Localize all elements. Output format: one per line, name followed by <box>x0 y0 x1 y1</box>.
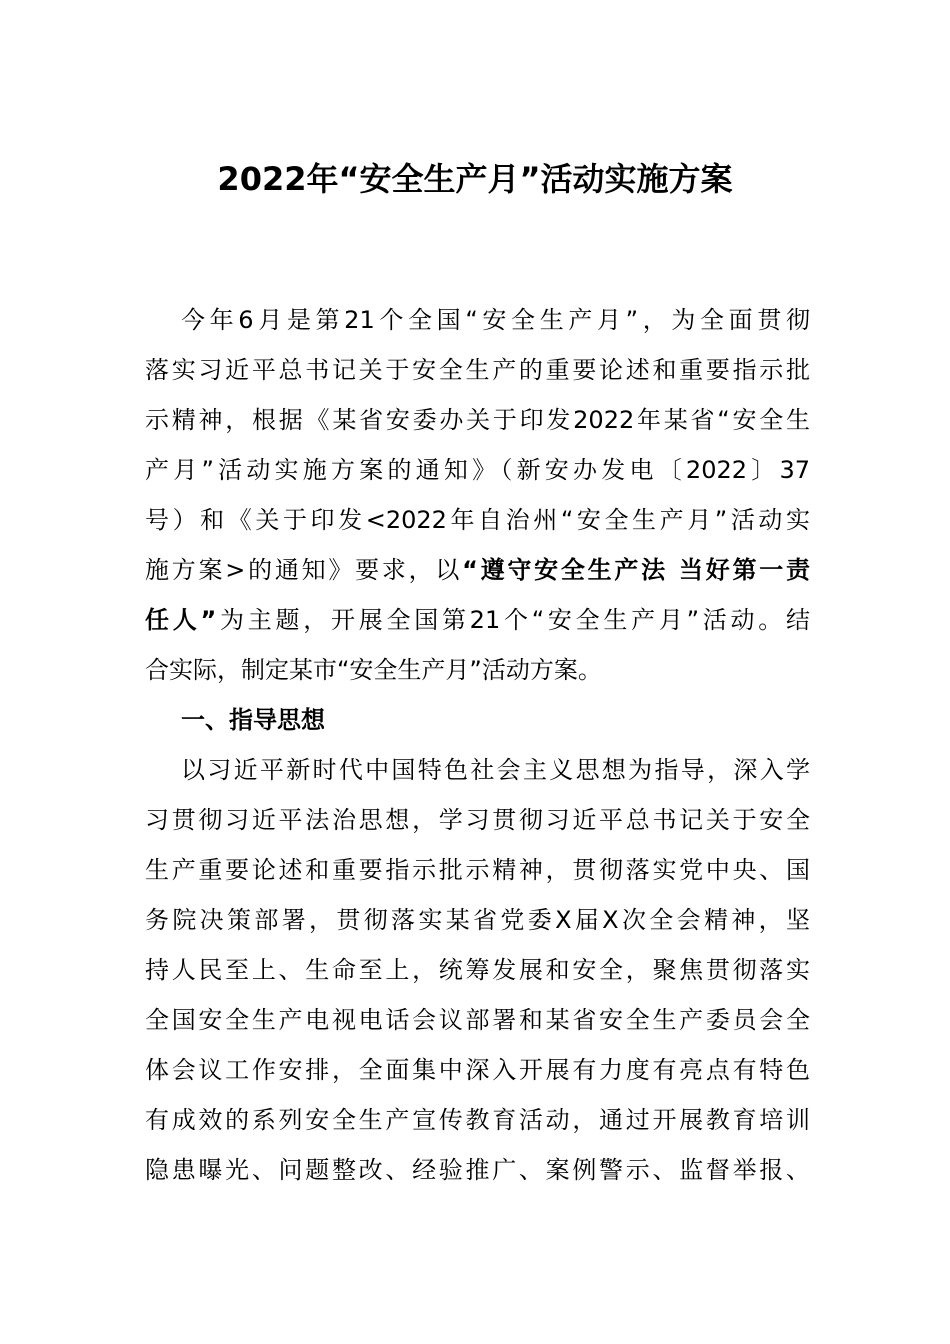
intro-line-8: 合实际，制定某市“安全生产月”活动方案。 <box>145 656 602 684</box>
section1-line-9: 隐患曝光、问题整改、经验推广、案例警示、监督举报、 <box>145 1156 810 1184</box>
section1-line-5: 持人民至上、生命至上，统筹发展和安全，聚焦贯彻落实 <box>145 956 810 984</box>
section-heading-guiding-ideology: 一、指导思想 <box>181 706 325 734</box>
intro-line-6-text: 施方案>的通知》要求，以 <box>145 556 463 584</box>
section1-line-1: 以习近平新时代中国特色社会主义思想为指导，深入学 <box>181 756 810 784</box>
intro-line-5: 号）和《关于印发<2022年自治州“安全生产月”活动实 <box>145 506 810 534</box>
section1-line-3: 生产重要论述和重要指示批示精神，贯彻落实党中央、国 <box>145 856 810 884</box>
intro-line-1: 今年6月是第21个全国“安全生产月”，为全面贯彻 <box>181 306 810 334</box>
intro-line-3: 示精神，根据《某省安委办关于印发2022年某省“安全生 <box>145 406 810 434</box>
section1-line-6: 全国安全生产电视电话会议部署和某省安全生产委员会全 <box>145 1006 810 1034</box>
intro-line-7-text: 为主题，开展全国第21个“安全生产月”活动。结 <box>216 606 810 634</box>
intro-line-6 <box>145 552 810 588</box>
intro-line-4: 产月”活动实施方案的通知》（新安办发电〔2022〕37 <box>145 456 810 484</box>
theme-text-part-2: 任人” <box>145 606 217 634</box>
intro-line-7 <box>145 602 810 638</box>
section1-line-8: 有成效的系列安全生产宣传教育活动，通过开展教育培训 <box>145 1106 810 1134</box>
section1-line-2: 习贯彻习近平法治思想，学习贯彻习近平总书记关于安全 <box>145 806 810 834</box>
theme-text-part-1: “遵守安全生产法 当好第一责 <box>462 556 810 584</box>
section1-line-4: 务院决策部署，贯彻落实某省党委X届X次全会精神，坚 <box>145 906 810 934</box>
document-title: 2022年“安全生产月”活动实施方案 <box>217 160 733 198</box>
intro-line-2: 落实习近平总书记关于安全生产的重要论述和重要指示批 <box>145 356 810 384</box>
section1-line-7: 体会议工作安排，全面集中深入开展有力度有亮点有特色 <box>145 1056 810 1084</box>
